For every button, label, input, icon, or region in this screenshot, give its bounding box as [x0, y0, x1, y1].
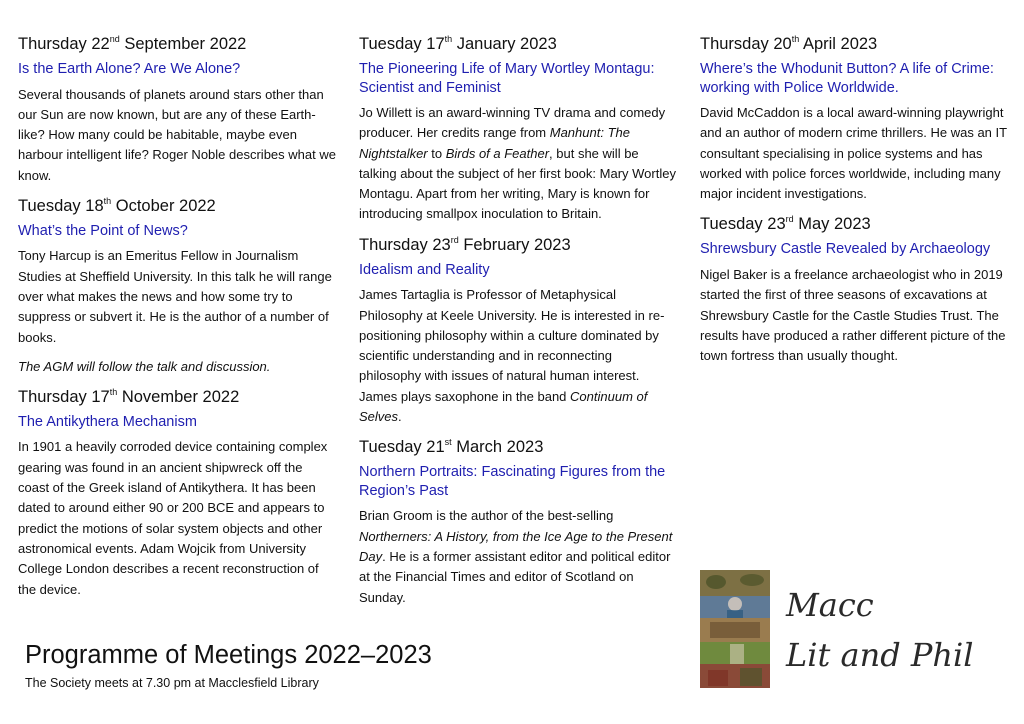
meeting-entry [359, 34, 677, 225]
meeting-day-suffix: th [103, 195, 112, 206]
meeting-day: 17 [426, 35, 445, 53]
meeting-entry [18, 34, 336, 186]
meeting-description [18, 246, 336, 347]
meeting-description-text: Brian Groom is the author of the best-selling [359, 508, 614, 524]
meeting-month-year: October 2022 [115, 196, 216, 215]
logo-handwriting [782, 574, 1000, 686]
meeting-entry [700, 214, 1012, 366]
meeting-day-suffix: rd [785, 214, 794, 225]
meeting-weekday: Thursday [18, 35, 87, 53]
meeting-day-suffix: st [444, 437, 452, 448]
meeting-description-text: Several thousands of planets around stars other than our Sun are now known, but are any of these Earth-like? How many could be habitable, maybe even harbour intelligent life? Roger Noble describes what we know. [18, 86, 336, 183]
meeting-weekday: Tuesday [18, 196, 81, 215]
meeting-title: Shrewsbury Castle Revealed by Archaeology [700, 241, 991, 258]
meeting-weekday: Thursday [359, 235, 428, 254]
meeting-day: 20 [773, 35, 792, 53]
programme-column-middle [359, 30, 677, 618]
meeting-description [18, 437, 336, 599]
meeting-weekday: Thursday [18, 387, 87, 406]
meeting-entry [359, 235, 677, 428]
meeting-description [359, 103, 677, 225]
logo-photo-details [700, 570, 770, 688]
meeting-description-text: . He is a former assistant editor and political editor at the Financial Times and editor of Scotland on Sunday. [359, 548, 671, 605]
meeting-entry [18, 196, 336, 377]
meeting-day: 18 [85, 196, 104, 215]
meeting-day-suffix: th [109, 386, 118, 397]
meeting-description-text: Nigel Baker is a freelance archaeologist who in 2019 started the first of three seasons of excavations at Shrewsbury Castle for the Castle Studies Trust. The results have produced a rather different picture of the town fortress than usually thought. [700, 266, 1006, 364]
programme-footer [25, 640, 432, 691]
meeting-description-text: . [398, 409, 402, 425]
meeting-title: Northern Portraits: Fascinating Figures from the Region’s Past [359, 464, 666, 499]
meeting-description [359, 506, 677, 607]
meeting-day-suffix: th [791, 34, 800, 44]
meeting-description-text: In 1901 a heavily corroded device containing complex gearing was found in an ancient shipwreck off the coast of the Greek island of Antikythera. It has been dated to around either 90 or 200 BCE and appears to predict the motions of solar system objects and other astronomical events. Adam Wojcik from University College London describes a recent reconstruction of the device. [18, 439, 328, 597]
meeting-description [700, 103, 1012, 204]
meeting-description-text: David McCaddon is a local award-winning playwright and an author of modern crime thrillers. He was an IT consultant specialising in police systems and has worked with police forces worldwide, including many major incident investigations. [700, 105, 1007, 202]
meeting-note: The AGM will follow the talk and discussion. [18, 358, 271, 374]
meeting-date [700, 34, 1012, 54]
meeting-date [18, 387, 336, 407]
meeting-day: 17 [91, 387, 110, 406]
meeting-day: 21 [426, 438, 445, 457]
meeting-date [18, 196, 336, 216]
meeting-weekday: Tuesday [700, 215, 763, 234]
meeting-description [18, 85, 336, 186]
meeting-day-suffix: th [444, 34, 453, 44]
meeting-month-year: September 2022 [124, 35, 247, 53]
meeting-description [700, 265, 1012, 366]
meeting-description-title: Continuum of Selves [359, 388, 648, 425]
programme-column-right [700, 30, 1012, 376]
meeting-title: The Antikythera Mechanism [18, 413, 197, 430]
logo-handwriting-line1: Macc [786, 586, 874, 624]
meeting-day-suffix: rd [450, 234, 459, 245]
programme-subtitle: The Society meets at 7.30 pm at Macclesfield Library [25, 676, 319, 690]
meeting-day: 23 [432, 235, 451, 254]
meeting-title: What’s the Point of News? [18, 222, 188, 239]
meeting-description-title: Manhunt: The Nightstalker [359, 125, 630, 161]
meeting-entry [700, 34, 1012, 204]
meeting-description-text: James Tartaglia is Professor of Metaphysical Philosophy at Keele University. He is interested in re-positioning philosophy within a culture dominated by scientific understanding and in reconnecting philosophy with issues of natural human interest. James plays saxophone in the band [359, 287, 665, 404]
meeting-day: 23 [767, 215, 786, 234]
society-logo [700, 570, 1000, 690]
logo-handwriting-line2: Lit and Phil [786, 636, 974, 674]
meeting-day-suffix: nd [109, 34, 120, 44]
meeting-day: 22 [91, 35, 110, 53]
meeting-weekday: Thursday [700, 35, 769, 53]
programme-title: Programme of Meetings 2022–2023 [25, 641, 432, 669]
meeting-title: Idealism and Reality [359, 261, 490, 278]
meeting-weekday: Tuesday [359, 35, 422, 53]
meeting-description-text: Tony Harcup is an Emeritus Fellow in Journalism Studies at Sheffield University. In this talk he will range over what makes the news and how some try to suppress or subvert it. He is the author of a number of books. [18, 248, 332, 345]
meeting-date [359, 437, 677, 457]
meeting-month-year: January 2023 [456, 35, 557, 53]
meeting-date [359, 235, 677, 255]
meeting-date [359, 34, 677, 54]
logo-photo-strip [700, 570, 770, 688]
meeting-date [700, 214, 1012, 234]
meeting-entry [18, 387, 336, 600]
meeting-description-title: Birds of a Feather [445, 145, 550, 161]
meeting-month-year: May 2023 [798, 215, 871, 234]
meeting-description [359, 285, 677, 427]
meeting-title: Where’s the Whodunit Button? A life of Crime: working with Police Worldwide. [700, 61, 994, 96]
meeting-weekday: Tuesday [359, 438, 422, 457]
meeting-month-year: November 2022 [121, 387, 240, 406]
meeting-title: The Pioneering Life of Mary Wortley Montagu: Scientist and Feminist [359, 61, 655, 96]
meeting-description-title: Northerners: A History, from the Ice Age to the Present Day [359, 528, 673, 564]
meeting-title: Is the Earth Alone? Are We Alone? [18, 61, 241, 77]
meeting-description-text: Jo Willett is an award-winning TV drama and comedy producer. Her credits range from [359, 105, 666, 141]
meeting-description-text: to [427, 145, 446, 161]
programme-column-left [18, 30, 336, 610]
meeting-date [18, 34, 336, 54]
meeting-month-year: February 2023 [463, 235, 571, 254]
meeting-month-year: April 2023 [802, 35, 878, 53]
meeting-description-text: , but she will be talking about the subject of her first book: Mary Wortley Montagu. Apart from her writing, Mary is known for introducing smallpox inoculation to Britain. [359, 145, 676, 222]
meeting-entry [359, 437, 677, 607]
meeting-month-year: March 2023 [456, 438, 544, 457]
